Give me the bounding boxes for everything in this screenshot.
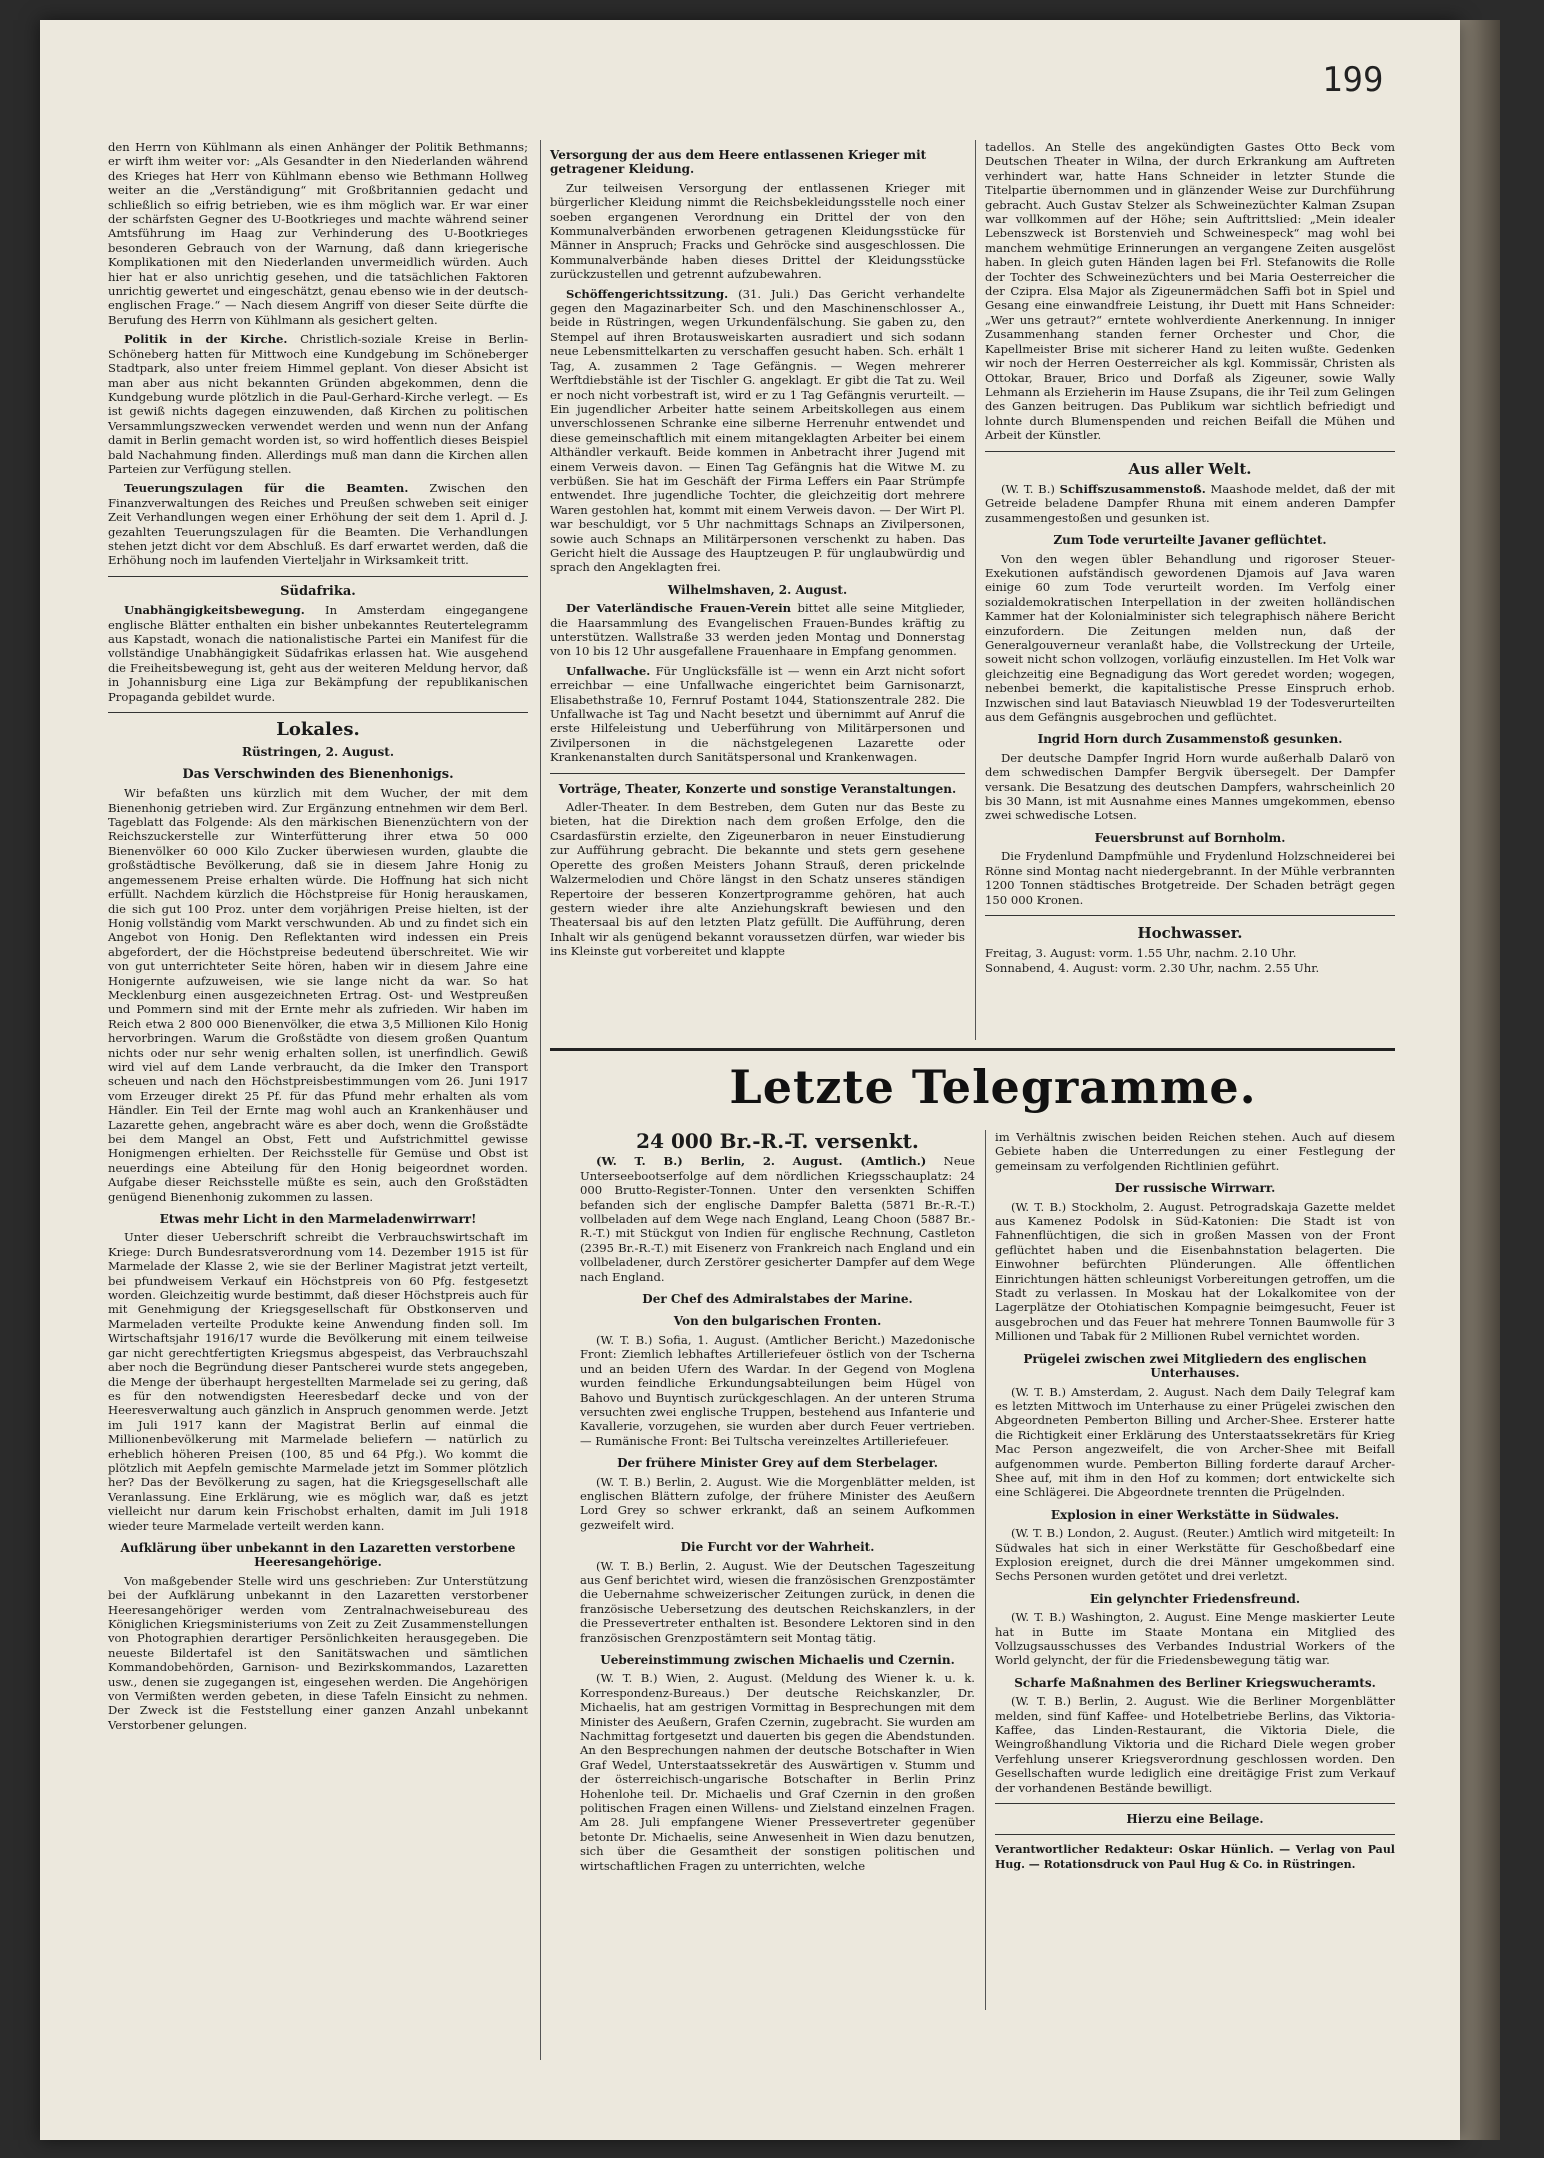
divider [985, 915, 1395, 916]
hochwasser-title: Hochwasser. [1137, 923, 1243, 942]
column-3 [985, 140, 1395, 980]
article-berlin: (W. T. B.) Berlin, 2. August. Wie die Berliner Morgenblätter melden, sind fünf Kaffee- und Hotelbetriebe Berlins, das Viktoria-Kaffee, das Linden-Restaurant, die Viktoria Diele, die Weingroßhandlung Viktoria und die Richard Diele wegen grober Verfehlung unserer Kriegsverordnung geschlossen worden. Den Gesellschaften wurde lediglich eine dreitägige Frist zum Verkauf der vorhandenen Bestände bewilligt. [995, 1694, 1395, 1795]
unfall-heading: Unfallwache. [566, 663, 651, 678]
beilage-note: Hierzu eine Beilage. [1126, 1812, 1264, 1827]
welt2-heading: Zum Tode verurteilte Javaner geflüchtet. [1053, 533, 1327, 548]
bienen-title: Das Verschwinden des Bienenhonigs. [182, 766, 454, 782]
column-1 [108, 140, 528, 1737]
article-welt1 [985, 482, 1395, 525]
newspaper-page [40, 20, 1460, 2140]
article-bulg: (W. T. B.) Sofia, 1. August. (Amtlicher Bericht.) Mazedonische Front: Ziemlich lebhaftes Artilleriefeuer östlich von der Tscherna und an beiden Ufern des Wardar. In der Gegend von Moglena wurden feindliche Erkundungsabteilungen beim Hügel von Bahovo und Buyntisch zurückgeschlagen. An der unteren Struma versuchten zwei englische Truppen, bestehend aus Infanterie und Kavallerie, vorzugehen, sie wurden aber durch Feuer vertrieben. — Rumänische Front: Bei Tultscha vereinzeltes Artilleriefeuer. [580, 1332, 975, 1448]
article-welt4: Die Frydenlund Dampfmühle und Frydenlund Holzschneiderei bei Rönne sind Montag nacht niedergebrannt. In der Mühle verbrannten 1200 Tonnen städtisches Brotgetreide. Der Schaden beträgt gegen 150 000 Kronen. [985, 849, 1395, 907]
welt1-source: (W. T. B.) [1001, 481, 1055, 496]
article-politik [108, 332, 528, 476]
hochwasser-line-1: Freitag, 3. August: vorm. 1.55 Uhr, nachm. 2.10 Uhr. [985, 946, 1297, 961]
friedens-heading: Ein gelynchter Friedensfreund. [1089, 1591, 1301, 1606]
article-pruegelei: (W. T. B.) Amsterdam, 2. August. Nach dem Daily Telegraf kam es letzten Mittwoch im Unterhause zu einer Prügelei zwischen den Abgeordneten Pemberton Billing und Archer-Shee. Ersterer hatte die Richtigkeit einer Erklärung des Unterstaatssekretärs für Krieg Mac Person angezweifelt, die von Archer-Shee mit Beifall aufgenommen wurde. Pemberton Billing forderte darauf Archer-Shee auf, mit ihm in den Hof zu kommen; dort entwickelte sich eine Schlägerei. Die Abgeordnete trennten die Prügelnden. [995, 1384, 1395, 1500]
impressum: Verantwortlicher Redakteur: Oskar Hünlich. — Verlag von Paul Hug. — Rotationsdruck von Paul Hug & Co. in Rüstringen. [995, 1843, 1395, 1871]
article-adler: Adler-Theater. In dem Bestreben, dem Guten nur das Beste zu bieten, hat die Direktion nach dem großen Erfolge, den die Csardasfürstin erzielte, den Zigeunerbaron in neuer Einstudierung zur Aufführung gebracht. Die bekannte und stets gern gesehene Operette des großen Meisters Johann Strauß, deren prickelnde Walzermelodien und Chöre längst in den Schatz unseres ständigen Repertoire der besseren Konzertprogramme gehören, hat auch gestern wieder ihre alte Anziehungskraft bewiesen und den Theatersaal bis auf den letzten Platz gefüllt. Die Aufführung, deren Inhalt wir als genügend bekannt voraussetzen dürfen, war wieder bis ins Kleinste gut vorbereitet und klappte [550, 800, 965, 959]
article-aufklaerung: Von maßgebender Stelle wird uns geschrieben: Zur Unterstützung bei der Aufklärung unbekannt in den Lazaretten verstorbener Heeresangehöriger werden vom Zentralnachweisebureau des Königlichen Kriegsministeriums von Zeit zu Zeit Zusammenstellungen von Photographien derartiger Persönlichkeiten herausgegeben. Die neueste Bildertafel ist den Sanitätswachen und sämtlichen Kommandobehörden, Garnison- und Bezirkskommandos, Lazaretten usw., denen sie zugegangen ist, eingesehen werden. Die Angehörigen von Vermißten werden gebeten, in diese Tafeln Einsicht zu nehmen. Der Zweck ist die Feststellung einer ganzen Anzahl unbekannt Verstorbener gelungen. [108, 1573, 528, 1732]
column-2 [550, 140, 965, 964]
column-divider [985, 1130, 986, 2010]
suedafrika-title: Südafrika. [280, 583, 356, 599]
aus-aller-welt-title: Aus aller Welt. [1128, 459, 1252, 478]
unfall-text: Für Unglücksfälle ist — wenn ein Arzt nicht sofort erreichbar — eine Unfallwache eingerichtet beim Garnisonarzt, Elisabethstraße 10, Fernruf Postamt 1044, Stationszentrale 282. Die Unfallwache ist Tag und Nacht besetzt und übernimmt auf Anruf die erste Hilfeleistung und Ueberführung von Militärpersonen und Zivilpersonen in die nächstgelegenen Lazarette oder Krankenanstalten durch Sanitätspersonal und Krankenwagen. [550, 663, 965, 765]
versorgung-heading: Versorgung der aus dem Heere entlassenen Krieger mit getragener Kleidung. [550, 148, 927, 177]
divider [985, 451, 1395, 452]
page-number: 199 [1322, 60, 1384, 100]
article-marmelade: Unter dieser Ueberschrift schreibt die Verbrauchswirtschaft im Kriege: Durch Bundesratsverordnung vom 14. Dezember 1915 ist für Marmelade der Klasse 2, wie sie der Berliner Magistrat jetzt verteilt, bei pfundweisem Verkauf ein Höchstpreis von 60 Pfg. festgesetzt worden. Gleichzeitig wurde bestimmt, daß dieser Höchstpreis auch für mit Genehmigung der Kriegsgesellschaft für Obstkonserven und Marmeladen verteilte Produkte keine Anwendung finden soll. Im Wirtschaftsjahr 1916/17 wurde die Bevölkerung mit einem teilweise gar nicht gerechtfertigten Kriegsmus abgespeist, das Verbrauchszahl aber noch die Begründung dieser Pantscherei wurde stets angegeben, die Menge der überhaupt hergestellten Marmelade sei zu gering, daß es für den notwendigsten Heeresbedarf decke und von der Heeresverwaltung auch gänzlich in Anspruch genommen werde. Jetzt im Juli 1917 kann der Magistrat Berlin auf einmal die Millionenbevölkerung mit Marmelade beliefern — natürlich zu erheblich höheren Preisen (100, 85 und 64 Pfg.). Wo kommt die plötzlich mit Aepfeln gemischte Marmelade jetzt im Sommer plötzlich her? Das der Bevölkerung zu sagen, hat die Kriegsgesellschaft alle Veranlassung. Eine Erklärung, wie es möglich war, daß es jetzt vielleicht nur darum kein Frischobst erhalten, damit im Juli 1918 wieder teure Marmelade verteilt werden kann. [108, 1230, 528, 1533]
article-wirr: (W. T. B.) Stockholm, 2. August. Petrogradskaja Gazette meldet aus Kamenez Podolsk in Süd-Katonien: Die Stadt ist von Fahnenflüchtigen, die sich in großen Massen von der Front geflüchtet haben und die Eisenbahnstation belagerten. Die Einwohner befürchten Plünderungen. Alle öffentlichen Einrichtungen hätten schleunigst Vorbereitungen getroffen, um die Stadt zu verlassen. In Moskau hat der Lokalkomitee von der Lagerplätze der Otohiatischen Kompagnie beimgesucht, Feuer ist ausgebrochen und das Feuer hat mehrere Tonnen Baumwolle für 3 Millionen und Tabak für 2 Millionen Rubel vernichtet worden. [995, 1199, 1395, 1344]
lead-telegram [580, 1154, 975, 1284]
aufklaerung-heading: Aufklärung über unbekannt in den Lazaretten verstorbene Heeresangehörige. [120, 1540, 516, 1570]
divider [995, 1803, 1395, 1804]
divider [550, 773, 965, 774]
politik-text: Christlich-soziale Kreise in Berlin-Schöneberg hatten für Mittwoch eine Kundgebung im Schöneberger Stadtpark, also unter freiem Himmel geplant. Von dieser Absicht ist man aber aus nicht bekannten Gründen abgekommen, denn die Kundgebung wurde plötzlich in die Paul-Gerhard-Kirche verlegt. — Es ist gewiß nichts dagegen einzuwenden, daß Kirchen zu politischen Versammlungszwecken verwendet werden und wenn nun der Anfang damit in Berlin gemacht worden ist, so wird hoffentlich dieses Beispiel bald Nachahmung finden. Allerdings muß man dann die Kirchen allen Parteien zur Verfügung stellen. [108, 332, 529, 476]
vortraege-heading: Vorträge, Theater, Konzerte und sonstige Veranstaltungen. [558, 781, 957, 796]
lead-text: Neue Unterseebootserfolge auf dem nördlichen Kriegsschauplatz: 24 000 Brutto-Register-Tonnen. Unter den versenkten Schiffen befanden sich der englische Dampfer Baletta (5871 Br.-R.-T.) vollbeladen auf dem Wege nach England, Leang Choon (5887 Br.-R.-T.) mit Stückgut von Indien für englische Rechnung, Castleton (2395 Br.-R.-T.) mit Eisenerz von Frankreich nach England und ein vollbeladener, durch Zerstörer gesicherter Dampfer auf dem Wege nach England. [580, 1154, 976, 1284]
telegramme-banner: Letzte Telegramme. [729, 1060, 1257, 1114]
bulg-heading: Von den bulgarischen Fronten. [673, 1314, 882, 1329]
article-unfall [550, 664, 965, 765]
divider [995, 1834, 1395, 1835]
teuerung-text: Zwischen den Finanzverwaltungen des Reiches und Preußen schweben seit einiger Zeit Verhandlungen wegen einer Erhöhung der seit dem 1. April d. J. gezahlten Teuerungszulagen für die Beamten. Die Verhandlungen stehen jetzt dicht vor dem Abschluß. Es darf erwartet werden, daß die Erhöhung noch im laufenden Vierteljahr in Wirksamkeit tritt. [108, 481, 529, 568]
telegramme-column-2 [995, 1130, 1395, 1877]
schoeffen-date: (31. Juli.) [738, 286, 799, 301]
welt4-heading: Feuersbrunst auf Bornholm. [1094, 830, 1286, 845]
welt1-text: Maashode meldet, daß der mit Getreide beladene Dampfer Rhuna mit einem anderen Dampfer zusammengestoßen und gesunken ist. [985, 481, 1395, 525]
article-furcht: (W. T. B.) Berlin, 2. August. Wie der Deutschen Tageszeitung aus Genf berichtet wird, wiesen die französischen Grenzpostämter die Uebernahme schweizerischer Zeitungen zurück, in denen die französische Uebersetzung des deutschen Reichskanzlers, in der die Pressevertreter enthalten ist. Besondere Lektoren sind in den französischen Grenzpostämtern seit Montag tätig. [580, 1558, 975, 1645]
article-teuerung [108, 481, 528, 567]
section-rule [550, 1048, 1395, 1051]
czernin-cont: im Verhältnis zwischen beiden Reichen stehen. Auch auf diesem Gebiete haben die Unterredungen zu einer Festlegung der gemeinsam zu verfolgenden Richtlinien geführt. [995, 1130, 1395, 1173]
schoeffen-text: Das Gericht verhandelte gegen den Magazinarbeiter Sch. und den Maschinenschlosser A., beide in Rüstringen, wegen Urkundenfälschung. Sie gaben zu, den Stempel auf ihren Brotausweiskarten ausradiert und sich sodann neue Lebensmittelkarten zu verschaffen gesucht haben. Sch. erhält 1 Tag, A. zusammen 2 Tage Gefängnis. — Wegen mehrerer Werftdiebstähle ist der Tischler G. angeklagt. Er gibt die Tat zu. Weil er noch nicht vorbestraft ist, wird er zu 1 Tag Gefängnis verurteilt. — Ein jugendlicher Arbeiter hatte seinem Arbeitskollegen aus einem unverschlossenen Schranke eine silberne Herrenuhr entwendet und diese gemeinschaftlich mit einem mitangeklagten Arbeiter bei einem Althändler verkauft. Beide kommen in Anbetracht ihrer Jugend mit einem Verweis davon. — Einen Tag Gefängnis hat die Witwe M. zu verbüßen. Sie hat im Geschäft der Firma Leffers ein Paar Strümpfe entwendet. Ihre jugendliche Tochter, die gleichzeitig dort mehrere Waren gestohlen hat, kommt mit einem Verweis davon. — Der Wirt Pl. war beschuldigt, vor 5 Uhr nachmittags Schnaps an Zivilpersonen, sowie auch Schnaps an Militärpersonen verschenkt zu haben. Das Gericht hielt die Aussage des Hauptzeugen P. für unglaubwürdig und sprach den Angeklagten frei. [550, 286, 965, 575]
schoeffen-heading: Schöffengerichtssitzung. [566, 286, 729, 301]
wilhelmshaven-dateline: Wilhelmshaven, 2. August. [667, 582, 848, 597]
grey-heading: Der frühere Minister Grey auf dem Sterbelager. [617, 1456, 938, 1471]
article-bienen: Wir befaßten uns kürzlich mit dem Wucher, der mit dem Bienenhonig getrieben wird. Zur Ergänzung entnehmen wir dem Berl. Tageblatt das Folgende: Als den märkischen Bienenzüchtern von der Reichszuckerstelle zur Winterfütterung ihrer etwa 50 000 Bienenvölker 60 000 Kilo Zucker überwiesen wurden, glaubte die großstädtische Bevölkerung, daß sie in diesem Jahre Honig zu angemessenem Preise erhalten würde. Die Hoffnung hat sich nicht erfüllt. Nachdem kürzlich die Höchstpreise für Honig herauskamen, die sich gut 100 Proz. unter dem vorjährigen Preise hielten, ist der Honig vollständig vom Markt verschwunden. Ab und zu findet sich ein Angebot von Honig. Den Reflektanten wird indessen ein Preis abgefordert, der die Höchstpreise bedeutend überschreitet. Wie wir von gut unterrichteter Seite hören, haben wir in diesem Jahre eine Honigernte aufzuweisen, wie sie lange nicht da war. So hat Mecklenburg einen ausgezeichneten Ertrag. Ost- und Westpreußen und Pommern sind mit der Ernte mehr als zufrieden. Wir haben im Reich etwa 2 800 000 Bienenvölker, die etwa 3,5 Millionen Kilo Honig hervorbringen. Warum die Großstädte von diesem großen Quantum nichts oder nur sehr wenig erhalten sollen, ist unerfindlich. Gewiß wird viel auf dem Lande verbraucht, da die Imker den Transport scheuen und nach den Höchstpreisbestimmungen vom 26. Juni 1917 vom Erzeuger direkt 25 Pf. für das Pfund mehr erhalten als vom Händler. Ein Teil der Ernte mag wohl auch an Krankenhäuser und Lazarette gehen, angebracht wäre es aber doch, wenn die Großstädte bei dem Mangel an Obst, Fett und Aufstrichmittel gewisse Honigmengen erhielten. Der Reichsstelle für Gemüse und Obst ist neuerdings eine Abteilung für den Honig beigeordnet worden. Aufgabe dieser Reichsstelle müßte es sein, auch den Großstädten genügend Bienenhonig zukommen zu lassen. [108, 786, 528, 1204]
marmelade-heading: Etwas mehr Licht in den Marmeladenwirrwarr! [159, 1212, 477, 1227]
column-divider [540, 140, 541, 2060]
frauenverein-heading: Der Vaterländische Frauen-Verein [566, 601, 792, 616]
teuerung-heading: Teuerungszulagen für die Beamten. [124, 481, 409, 496]
telegramme-subhead: 24 000 Br.-R.-T. versenkt. [636, 1129, 919, 1153]
lead-signature: Der Chef des Admiralstabes der Marine. [642, 1292, 913, 1307]
column-divider [975, 140, 976, 1040]
welt3-heading: Ingrid Horn durch Zusammenstoß gesunken. [1037, 732, 1343, 747]
frauenverein-text: bittet alle seine Mitglieder, die Haarsammlung des Evangelischen Frauen-Bundes kräftig zu unterstützen. Wallstraße 33 werden jeden Montag und Donnerstag von 10 bis 12 Uhr ausgefallene Frauenhaare in Empfang genommen. [550, 601, 966, 659]
lead-source: (W. T. B.) Berlin, 2. August. (Amtlich.) [596, 1154, 927, 1169]
furcht-heading: Die Furcht vor der Wahrheit. [680, 1540, 875, 1555]
suedafrika-text: In Amsterdam eingegangene englische Blätter enthalten ein bisher unbekanntes Reutertelegramm aus Kapstadt, wonach die nationalistische Partei ein Manifest für die vollständige Unabhängigkeit Südafrikas erlassen hat. Wie ausgehend die Freiheitsbewegung ist, geht aus der weiteren Meldung hervor, daß in Johannisburg eine Liga zur Bekämpfung der republikanischen Propaganda gebildet wurde. [108, 603, 529, 704]
lokales-title: Lokales. [276, 719, 360, 741]
article-kuehlmann: den Herrn von Kühlmann als einen Anhänger der Politik Bethmanns; er wirft ihm weiter vor: „Als Gesandter in den Niederlanden während des Krieges hat Herr von Kühlmann ebenso wie Bethmann Hollweg weiter an die „Verständigung“ mit Großbritannien gedacht und schließlich so eifrig betrieben, wie es ihm möglich war. Er war einer der schärfsten Gegner des U-Bootkrieges und machte während seiner Amtsführung im Haag zur Verhinderung des U-Bootkrieges besonderen Gebrauch von der Warnung, daß dann kriegerische Komplikationen mit den Niederlanden unvermeidlich würden. Auch hier hat er also unrichtig gesehen, und die tatsächlichen Faktoren unrichtig gewertet und eingeschätzt, genau ebenso wie in der deutsch-englischen Frage.“ — Nach diesem Angriff von dieser Seite dürfte die Berufung des Herrn von Kühlmann als gesichert gelten. [108, 140, 528, 327]
article-suedafrika [108, 603, 528, 704]
wirr-heading: Der russische Wirrwarr. [1114, 1181, 1276, 1196]
dateline: Rüstringen, 2. August. [241, 745, 395, 760]
article-welt2: Von den wegen übler Behandlung und rigoroser Steuer-Exekutionen aufständisch gewordenen Djamois auf Java waren einige 60 zum Tode verurteilt worden. Im Verfolg einer sozialdemokratischen Interpellation in der zweiten holländischen Kammer hat der Kolonialminister sich telegraphisch nähere Bericht einzufordern. Die Zeitungen melden nun, daß der Generalgouverneur veranlaßt habe, die Vollstreckung der Urteile, soweit nicht schon vollzogen, vorläufig einzustellen. Im Het Volk war gleichzeitig eine Begnadigung das Wort geredet worden; wogegen, nebenbei bemerkt, die kapitalistische Presse Einspruch erhob. Inzwischen sind laut Bataviasch Nieuwblad 19 der Todesverurteilten aus dem Gefängnis ausgebrochen und geflüchtet. [985, 551, 1395, 725]
article-explosion: (W. T. B.) London, 2. August. (Reuter.) Amtlich wird mitgeteilt: In Südwales hat sich in einer Werkstätte für Geschoßbedarf eine Explosion ereignet, durch die drei Männer umgekommen sind. Sechs Personen wurden getötet und drei verletzt. [995, 1526, 1395, 1584]
article-grey: (W. T. B.) Berlin, 2. August. Wie die Morgenblätter melden, ist englischen Blättern zufolge, der frühere Minister des Aeußern Lord Grey so schwer erkrankt, daß an seinem Aufkommen gezweifelt wird. [580, 1474, 975, 1532]
divider [108, 576, 528, 577]
telegramme-column-1 [580, 1130, 975, 1878]
article-schoeffen [550, 287, 965, 575]
hochwasser-line-2: Sonnabend, 4. August: vorm. 2.30 Uhr, nachm. 2.55 Uhr. [985, 960, 1320, 975]
article-czernin: (W. T. B.) Wien, 2. August. (Meldung des Wiener k. u. k. Korrespondenz-Bureaus.) Der deutsche Reichskanzler, Dr. Michaelis, hat am gestrigen Vormittag in Besprechungen mit dem Minister des Aeußern, Grafen Czernin, zugebracht. Sie wurden am Nachmittag fortgesetzt und dauerten bis gegen die Abendstunden. An den Besprechungen nahmen der deutsche Botschafter in Wien Graf Wedel, Unterstaatssekretär des Auswärtigen v. Stumm und der österreichisch-ungarische Botschafter in Berlin Prinz Hohenlohe teil. Dr. Michaelis und Graf Czernin in den großen politischen Fragen einen Willens- und Zielstand einzelnen Fragen. Am 28. Juli empfangene Wiener Pressevertreter gegenüber betonte Dr. Michaelis, seine Anwesenheit in Wien dazu benutzen, sich über die Gesamtheit der sonstigen politischen und wirtschaftlichen Fragen zu unterrichten, welche [580, 1671, 975, 1873]
explosion-heading: Explosion in einer Werkstätte in Südwales. [1050, 1507, 1340, 1522]
article-adler-cont: tadellos. An Stelle des angekündigten Gastes Otto Beck vom Deutschen Theater in Wilna, der durch Erkrankung am Auftreten verhindert war, hatte Hans Schneider in letzter Stunde die Titelpartie übernommen und in glänzender Weise zur Durchführung gebracht. Auch Gustav Stelzer als Schweinezüchter Kalman Zsupan war vollkommen auf der Höhe; sein Auftrittslied: „Mein idealer Lebenszweck ist Borstenvieh und Schweinespeck“ mag wohl bei manchem wehmütige Erinnerungen an vergangene Zeiten ausgelöst haben. In gleich guten Händen lagen bei Frl. Stefanowits die Rolle der Tochter des Schweinezüchters und bei Maria Oesterreicher die der Czipra. Elsa Major als Zigeunermädchen Saffi bot in Spiel und Gesang eine einwandfreie Leistung, ihr Duett mit Hans Schneider: „Wer uns getraut?“ erntete wohlverdiente Anerkennung. In inniger Zusammenhang standen ferner Orchester und Chor, die Kapellmeister Brise mit sicherer Hand zu leiten wußte. Gedenken wir noch der Herren Oesterreicher als kgl. Kommissär, Christen als Ottokar, Brauer, Brico und Dorfaß als Zigeuner, sowie Wally Lehmann als Erzieherin im Hause Zsupans, die ihr Teil zum Gelingen des Ganzen beitrugen. Das Publikum war sichtlich befriedigt und lohnte durch Blumenspenden und reichen Beifall die Mühen und Arbeit der Künstler. [985, 140, 1395, 443]
politik-heading: Politik in der Kirche. [124, 332, 288, 347]
article-welt3: Der deutsche Dampfer Ingrid Horn wurde außerhalb Dalarö von dem schwedischen Dampfer Bergvik übersegelt. Der Dampfer versank. Die Besatzung des deutschen Dampfers, wahrscheinlich 20 bis 30 Mann, ist mit Ausnahme eines Mannes umgekommen, ebenso zwei schwedische Lotsen. [985, 750, 1395, 823]
suedafrika-heading: Unabhängigkeitsbewegung. [124, 603, 305, 618]
berlin-heading: Scharfe Maßnahmen des Berliner Kriegswucheramts. [1014, 1675, 1376, 1690]
divider [108, 712, 528, 713]
article-friedens: (W. T. B.) Washington, 2. August. Eine Menge maskierter Leute hat in Butte im Staate Montana ein Mitglied des Vollzugsausschusses des Verbandes Industrial Workers of the World gelyncht, der für die Friedensbewegung tätig war. [995, 1610, 1395, 1668]
czernin-heading: Uebereinstimmung zwischen Michaelis und Czernin. [600, 1653, 955, 1667]
pruegelei-heading: Prügelei zwischen zwei Mitgliedern des englischen Unterhauses. [1023, 1351, 1367, 1381]
article-versorgung: Zur teilweisen Versorgung der entlassenen Krieger mit bürgerlicher Kleidung nimmt die Reichsbekleidungsstelle noch einer soeben ergangenen Verordnung ein Drittel der von den Kommunalverbänden erworbenen getragenen Kleidungsstücke für Männer in Anspruch; Fracks und Gehröcke sind ausgeschlossen. Die Kommunalverbände haben dieses Drittel der Kleidungsstücke zurückzustellen und getrennt aufzubewahren. [550, 180, 965, 282]
welt1-heading: Schiffszusammenstoß. [1059, 481, 1206, 496]
article-frauenverein [550, 601, 965, 659]
